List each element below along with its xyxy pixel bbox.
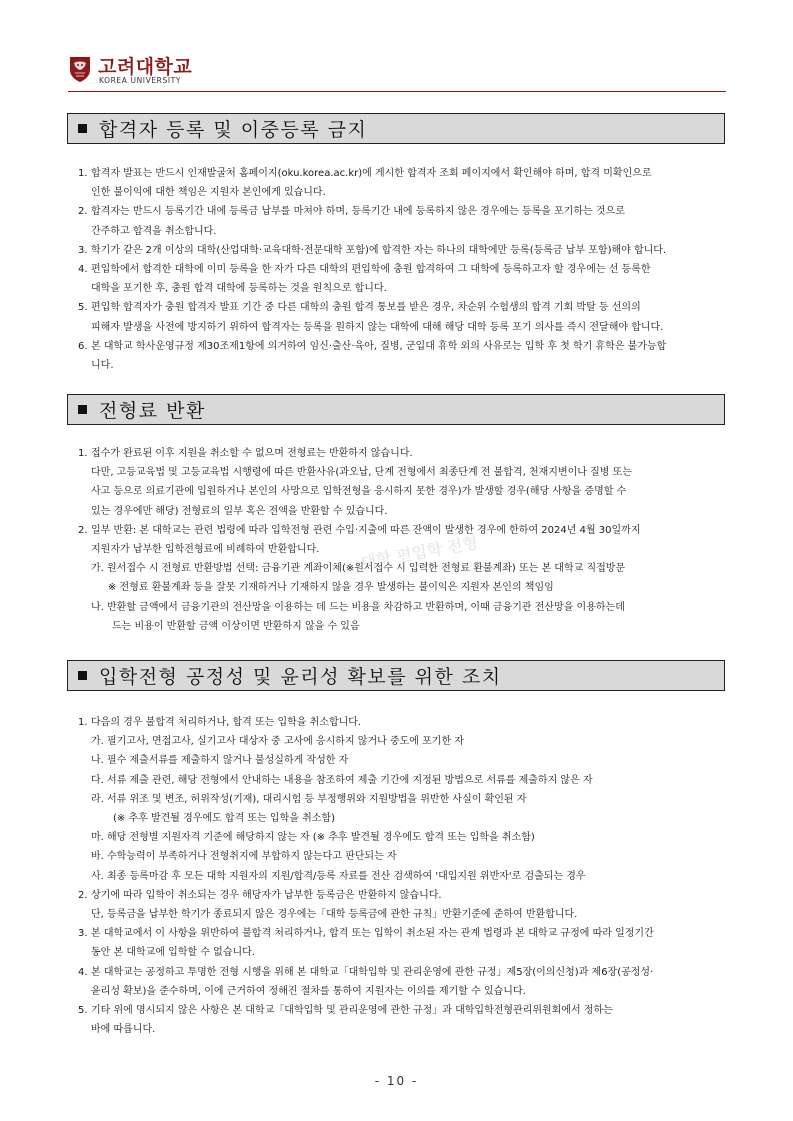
item-number: 4. [78, 264, 88, 276]
item-number: 1. [78, 717, 88, 728]
item-text: 본 대학교 학사운영규정 제30조제1항에 의거하여 임신·출산·육아, 질병, 군입대 휴학 외의 사유로는 입학 후 첫 학기 휴학은 불가능합 [91, 340, 667, 352]
item-text: 상기에 따라 입학이 취소되는 경우 해당자가 납부한 등록금은 반환하지 않습니다. [91, 889, 442, 901]
item-text: 편입학에서 합격한 대학에 이미 등록을 한 자가 다른 대학의 편입학에 충원 합격하여 그 대학에 등록하고자 할 경우에는 선 등록한 [91, 264, 651, 276]
item-text: 간주하고 합격을 취소합니다. [91, 225, 217, 237]
item-text: 있는 경우에만 해당) 전형료의 일부 혹은 전액을 반환할 수 있습니다. [91, 505, 388, 517]
item-number: 6. [78, 340, 88, 352]
list-item [78, 521, 728, 540]
list-item [78, 771, 728, 790]
item-text: 다음의 경우 불합격 처리하거나, 합격 또는 입학을 취소합니다. [91, 717, 362, 728]
list-item [78, 963, 728, 982]
list-item [78, 982, 728, 1001]
item-number: 4. [78, 966, 88, 978]
list-item [78, 847, 728, 866]
list-item [78, 222, 728, 241]
university-english-name: KOREA UNIVERSITY [99, 76, 182, 85]
list-item [78, 241, 728, 260]
section-heading-fairness [67, 660, 725, 691]
header-divider [68, 91, 726, 92]
section-body-fairness [78, 713, 728, 1039]
item-text: (※ 추후 발견될 경우에도 합격 또는 입학을 취소함) [113, 813, 335, 825]
item-text: 단, 등록금을 납부한 학기가 종료되지 않은 경우에는「대학 등록금에 관한 규칙」반환기준에 준하여 반환합니다. [91, 909, 578, 921]
item-text: 가. 원서접수 시 전형료 반환방법 선택: 금융기관 계좌이체(※원서접수 시 입력한 전형료 환불계좌) 또는 본 대학교 직접방문 [91, 563, 626, 575]
item-text: 인한 불이익에 대한 책임은 지원자 본인에게 있습니다. [91, 187, 326, 199]
list-item [78, 298, 728, 317]
item-text: 합격자 발표는 반드시 인재발굴처 홈페이지(oku.korea.ac.kr)에 게시한 합격자 조회 페이지에서 확인해야 하며, 합격 미확인으로 [91, 168, 652, 179]
item-number: 2. [78, 524, 88, 536]
item-text: 니다. [91, 360, 114, 372]
item-text: 지원자가 납부한 입학전형료에 비례하여 반환합니다. [91, 544, 320, 556]
item-text: 일부 반환: 본 대학교는 관련 법령에 따라 입학전형 관련 수입·지출에 따른 잔액이 발생한 경우에 한하여 2024년 4월 30일까지 [91, 524, 641, 536]
list-item [78, 164, 728, 183]
list-item [78, 260, 728, 279]
item-text: 바에 따릅니다. [91, 1024, 156, 1036]
list-item [78, 279, 728, 298]
watermark: 대학 편입학 전형 [359, 532, 480, 573]
section-body-fee-refund [78, 444, 728, 636]
list-item [78, 943, 728, 962]
list-item [78, 202, 728, 221]
item-number: 1. [78, 448, 88, 459]
list-item [78, 1020, 728, 1039]
item-number: 5. [78, 1005, 88, 1017]
item-text: 윤리성 확보)을 준수하며, 이에 근거하여 정해진 절차를 통하여 지원자는 이의를 제기할 수 있습니다. [91, 985, 526, 997]
list-item [78, 751, 728, 770]
list-item [78, 809, 728, 828]
list-item [78, 356, 728, 375]
list-item [78, 444, 728, 463]
item-text: 드는 비용이 반환할 금액 이상이면 반환하지 않을 수 있음 [112, 620, 360, 632]
list-item [78, 886, 728, 905]
university-name: 고려대학교 [98, 56, 193, 78]
list-item [78, 463, 728, 482]
item-text: 기타 위에 명시되지 않은 사항은 본 대학교「대학입학 및 관리운영에 관한 규정」과 대학입학전형관리위원회에서 정하는 [91, 1005, 613, 1017]
item-text: ※ 전형료 환불계좌 등을 잘못 기재하거나 기재하지 않을 경우 발생하는 불이익은 지원자 본인의 책임임 [108, 582, 554, 594]
list-item [78, 617, 728, 636]
square-bullet-icon [78, 124, 87, 133]
list-item [78, 828, 728, 847]
item-text: 다만, 고등교육법 및 고등교육법 시행령에 따른 반환사유(과오납, 단계 전형에서 최종단계 전 불합격, 천재지변이나 질병 또는 [91, 467, 632, 479]
list-item [78, 905, 728, 924]
page-number: - 10 - [374, 1074, 419, 1088]
section-title: 입학전형 공정성 및 윤리성 확보를 위한 조치 [99, 666, 502, 688]
tiger-emblem-icon [68, 55, 92, 83]
section-title: 전형료 반환 [99, 400, 206, 422]
item-text: 편입학 합격자가 충원 합격자 발표 기간 중 다른 대학의 충원 합격 통보를 받은 경우, 차순위 수험생의 합격 기회 박탈 등 선의의 [91, 302, 641, 314]
list-item [78, 598, 728, 617]
list-item [78, 337, 728, 356]
list-item [78, 183, 728, 202]
item-text: 접수가 완료된 이후 지원을 취소할 수 없으며 전형료는 반환하지 않습니다. [91, 448, 413, 459]
list-item [78, 790, 728, 809]
item-text: 다. 서류 제출 관련, 해당 전형에서 안내하는 내용을 참조하여 제출 기간에 지정된 방법으로 서류를 제출하지 않은 자 [91, 774, 593, 786]
section-heading-fee-refund [67, 394, 725, 425]
square-bullet-icon [78, 671, 87, 680]
list-item [78, 713, 728, 732]
item-text: 라. 서류 위조 및 변조, 허위작성(기재), 대리시험 등 부정행위와 지원방법을 위반한 사실이 확인된 자 [91, 793, 527, 805]
item-text: 동안 본 대학교에 입학할 수 없습니다. [91, 947, 255, 959]
item-text: 본 대학교에서 이 사항을 위반하여 불합격 처리하거나, 합격 또는 입학이 취소된 자는 관계 법령과 본 대학교 규정에 따라 일정기간 [91, 928, 654, 940]
item-text: 사고 등으로 의료기관에 입원하거나 본인의 사망으로 입학전형을 응시하지 못한 경우)가 발생할 경우(해당 사항을 증명할 수 [91, 486, 627, 498]
item-text: 마. 해당 전형별 지원자격 기준에 해당하지 않는 자 (※ 추후 발견될 경우에도 합격 또는 입학을 취소함) [91, 832, 535, 844]
list-item [78, 924, 728, 943]
list-item [78, 318, 728, 337]
item-text: 바. 수학능력이 부족하거나 전형취지에 부합하지 않는다고 판단되는 자 [91, 851, 397, 863]
item-text: 본 대학교는 공정하고 투명한 전형 시행을 위해 본 대학교「대학입학 및 관리운영에 관한 규정」제5장(이의신청)과 제6장(공정성· [91, 966, 654, 978]
item-number: 2. [78, 889, 88, 901]
item-number: 1. [78, 168, 88, 179]
item-number: 3. [78, 244, 88, 256]
list-item [78, 732, 728, 751]
list-item [78, 482, 728, 501]
item-text: 피해자 발생을 사전에 방지하기 위하여 합격자는 등록을 원하지 않는 대학에 대해 해당 대학 등록 포기 의사를 즉시 전달해야 합니다. [91, 321, 664, 333]
item-text: 가. 필기고사, 면접고사, 실기고사 대상자 중 고사에 응시하지 않거나 중도에 포기한 자 [91, 736, 464, 748]
item-text: 학기가 같은 2개 이상의 대학(산업대학·교육대학·전문대학 포함)에 합격한 자는 하나의 대학에만 등록(등록금 납부 포함)해야 합니다. [91, 244, 667, 256]
square-bullet-icon [78, 405, 87, 414]
list-item [78, 1001, 728, 1020]
list-item [78, 502, 728, 521]
section-heading-registration [67, 113, 725, 144]
item-text: 사. 최종 등록마감 후 모든 대학 지원자의 지원/합격/등록 자료를 전산 검색하여 '대입지원 위반자'로 검출되는 경우 [91, 870, 586, 882]
section-title: 합격자 등록 및 이중등록 금지 [99, 119, 368, 141]
item-number: 5. [78, 302, 88, 314]
item-number: 2. [78, 206, 88, 218]
item-text: 대학을 포기한 후, 충원 합격 대학에 등록하는 것을 원칙으로 합니다. [91, 283, 387, 295]
list-item [78, 867, 728, 886]
item-text: 나. 필수 제출서류를 제출하지 않거나 불성실하게 작성한 자 [91, 755, 349, 767]
item-text: 합격자는 반드시 등록기간 내에 등록금 납부를 마쳐야 하며, 등록기간 내에 등록하지 않은 경우에는 등록을 포기하는 것으로 [91, 206, 625, 218]
item-text: 나. 반환할 금액에서 금융기관의 전산망을 이용하는 데 드는 비용을 차감하고 반환하며, 이때 금융기관 전산망을 이용하는데 [91, 601, 625, 613]
section-body-registration [78, 164, 728, 375]
item-number: 3. [78, 928, 88, 940]
list-item [78, 578, 728, 597]
